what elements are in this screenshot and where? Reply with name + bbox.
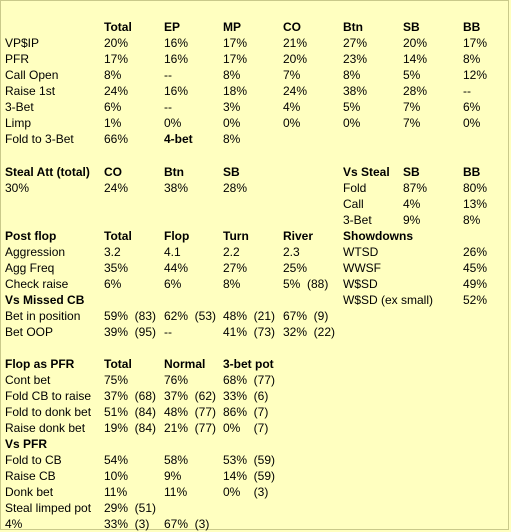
cell: 4% (283, 100, 301, 114)
cell: 0% (3) (223, 485, 269, 499)
col-co: CO (104, 165, 122, 179)
stat-row-cont-bet (1, 372, 508, 388)
row-label: WTSD (343, 245, 379, 259)
cell: 26% (463, 245, 488, 259)
cell: 37% (62) (164, 389, 217, 403)
cell: 49% (463, 277, 488, 291)
stat-row-fold-to-3bet (1, 131, 508, 147)
showdowns-heading: Showdowns (343, 229, 413, 243)
stat-row-last (1, 516, 508, 532)
cell: 51% (84) (104, 405, 157, 419)
col-btn: Btn (164, 165, 184, 179)
cell: 48% (21) (223, 309, 276, 323)
cell: 2.3 (283, 245, 300, 259)
cell: 17% (104, 52, 129, 66)
stat-row-bet-in-position (1, 308, 508, 324)
cell: 0% (223, 116, 241, 130)
col-normal: Normal (164, 357, 206, 371)
col-river: River (283, 229, 314, 243)
cell: 67% (3) (164, 517, 210, 531)
cell: 18% (223, 84, 248, 98)
col-bb: BB (463, 165, 481, 179)
cell: 68% (77) (223, 373, 276, 387)
row-label: Cont bet (5, 373, 51, 387)
row-label: Fold to donk bet (5, 405, 92, 419)
cell: 8% (223, 277, 241, 291)
cell: 17% (463, 36, 488, 50)
row-label: Raise 1st (5, 84, 56, 98)
cell: 24% (104, 84, 129, 98)
cell: 53% (59) (223, 453, 276, 467)
row-label: Aggression (5, 245, 66, 259)
cell: 12% (463, 68, 488, 82)
row-label: PFR (5, 52, 29, 66)
col-ep: EP (164, 20, 181, 34)
col-bb: BB (463, 20, 481, 34)
row-label: Limp (5, 116, 32, 130)
cell: 48% (77) (164, 405, 217, 419)
cell: 27% (223, 261, 248, 275)
cell: 59% (83) (104, 309, 157, 323)
cell: 8% (343, 68, 361, 82)
flop-pfr-header-row (1, 356, 508, 372)
missed-cb-header-row (1, 292, 508, 308)
cell: 20% (283, 52, 308, 66)
stat-row-aggression (1, 244, 508, 260)
cell: 54% (104, 453, 129, 467)
cell: 1% (104, 116, 122, 130)
steal-values-row (1, 180, 508, 196)
stat-row-raise-1st (1, 83, 508, 99)
row-label: WWSF (343, 261, 381, 275)
cell: 24% (104, 181, 129, 195)
col-co: CO (283, 20, 301, 34)
stat-row-limp (1, 115, 508, 131)
cell: 52% (463, 293, 488, 307)
cell: 14% (59) (223, 469, 276, 483)
vs-pfr-heading: Vs PFR (5, 437, 48, 451)
cell: -- (164, 100, 172, 114)
cell: 9% (403, 213, 421, 227)
cell: 14% (403, 52, 428, 66)
cell: 24% (283, 84, 308, 98)
stat-row-fold-to-cb (1, 452, 508, 468)
postflop-heading: Post flop (5, 229, 57, 243)
cell: 66% (104, 132, 129, 146)
vs-steal-row-3bet (1, 212, 508, 228)
missed-cb-heading: Vs Missed CB (5, 293, 85, 307)
stat-row-raise-donk-bet (1, 420, 508, 436)
col-sb: SB (403, 165, 420, 179)
cell: 11% (164, 485, 188, 499)
row-label: W$SD (343, 277, 378, 291)
cell: 5% (343, 100, 361, 114)
cell: 38% (164, 181, 189, 195)
cell: 87% (403, 181, 428, 195)
cell: 29% (51) (104, 501, 157, 515)
cell: 21% (77) (164, 421, 217, 435)
cell: 0% (283, 116, 301, 130)
row-label: 4% (5, 517, 23, 531)
cell: 44% (164, 261, 189, 275)
cell: 16% (164, 84, 189, 98)
row-label: Agg Freq (5, 261, 55, 275)
vs-steal-heading: Vs Steal (343, 165, 390, 179)
cell: 0% (7) (223, 421, 269, 435)
col-total: Total (104, 357, 132, 371)
cell: -- (463, 84, 471, 98)
cell: 62% (53) (164, 309, 217, 323)
cell: 8% (463, 213, 481, 227)
cell: 80% (463, 181, 488, 195)
cell: 58% (164, 453, 189, 467)
col-turn: Turn (223, 229, 249, 243)
preflop-header-row (1, 19, 508, 35)
cell: 38% (343, 84, 368, 98)
row-label: Check raise (5, 277, 69, 291)
steal-att-heading: Steal Att (total) (5, 165, 90, 179)
fourbet-label: 4-bet (164, 132, 193, 146)
cell: 20% (403, 36, 428, 50)
row-label: Bet OOP (5, 325, 54, 339)
cell: 6% (164, 277, 182, 291)
row-label: VP$IP (5, 36, 40, 50)
col-total: Total (104, 229, 132, 243)
cell: 35% (104, 261, 129, 275)
col-flop: Flop (164, 229, 190, 243)
cell: 4.1 (164, 245, 181, 259)
row-label: W$SD (ex small) (343, 293, 434, 307)
cell: 8% (104, 68, 122, 82)
cell: 0% (463, 116, 481, 130)
cell: 5% (403, 68, 421, 82)
row-label: Bet in position (5, 309, 81, 323)
stat-row-donk-bet (1, 484, 508, 500)
row-label: 3-Bet (343, 213, 372, 227)
row-label: Call (343, 197, 364, 211)
cell: 23% (343, 52, 368, 66)
cell: 19% (84) (104, 421, 157, 435)
cell: 7% (283, 68, 301, 82)
row-label: Donk bet (5, 485, 54, 499)
col-btn: Btn (343, 20, 363, 34)
stat-row-agg-freq (1, 260, 508, 276)
cell: 33% (3) (104, 517, 150, 531)
stat-row-pfr (1, 51, 508, 67)
cell: 5% (88) (283, 277, 329, 291)
cell: 17% (223, 52, 248, 66)
cell: 3.2 (104, 245, 121, 259)
cell: 11% (104, 485, 128, 499)
cell: 4% (403, 197, 421, 211)
col-total: Total (104, 20, 132, 34)
cell: 45% (463, 261, 488, 275)
stat-row-fold-cb-to-raise (1, 388, 508, 404)
cell: 6% (104, 100, 122, 114)
cell: 7% (403, 100, 421, 114)
cell: 39% (95) (104, 325, 157, 339)
col-sb: SB (223, 165, 240, 179)
cell: 75% (104, 373, 129, 387)
cell: 76% (164, 373, 189, 387)
cell: 6% (463, 100, 481, 114)
stat-row-bet-oop (1, 324, 508, 340)
cell: 86% (7) (223, 405, 269, 419)
cell: 21% (283, 36, 308, 50)
flop-pfr-heading: Flop as PFR (5, 357, 75, 371)
cell: 9% (164, 469, 182, 483)
cell: 30% (5, 181, 30, 195)
cell: 0% (164, 116, 182, 130)
cell: 8% (223, 68, 241, 82)
cell: 28% (403, 84, 428, 98)
cell: 6% (104, 277, 122, 291)
steal-header-row (1, 164, 508, 180)
cell: 16% (164, 36, 189, 50)
stat-row-fold-to-donk-bet (1, 404, 508, 420)
cell: -- (164, 325, 172, 339)
cell: 28% (223, 181, 248, 195)
cell: 33% (6) (223, 389, 269, 403)
stat-row-raise-cb (1, 468, 508, 484)
cell: 2.2 (223, 245, 240, 259)
row-label: Steal limped pot (5, 501, 92, 515)
row-label: Fold CB to raise (5, 389, 92, 403)
cell: 27% (343, 36, 368, 50)
cell: -- (164, 68, 172, 82)
cell: 16% (164, 52, 189, 66)
cell: 37% (68) (104, 389, 157, 403)
stat-row-steal-limped-pot (1, 500, 508, 516)
col-3bet-pot: 3-bet pot (223, 357, 274, 371)
cell: 20% (104, 36, 129, 50)
postflop-header-row (1, 228, 508, 244)
stat-row-check-raise (1, 276, 508, 292)
stat-row-3bet (1, 99, 508, 115)
row-label: 3-Bet (5, 100, 34, 114)
cell: 3% (223, 100, 241, 114)
cell: 8% (223, 132, 241, 146)
row-label: Raise donk bet (5, 421, 86, 435)
col-mp: MP (223, 20, 241, 34)
cell: 67% (9) (283, 309, 329, 323)
cell: 8% (463, 52, 481, 66)
stat-row-call-open (1, 67, 508, 83)
col-sb: SB (403, 20, 420, 34)
stat-row-vpip (1, 35, 508, 51)
cell: 41% (73) (223, 325, 276, 339)
cell: 0% (343, 116, 361, 130)
cell: 17% (223, 36, 248, 50)
vs-steal-row-call (1, 196, 508, 212)
cell: 25% (283, 261, 308, 275)
row-label: Raise CB (5, 469, 56, 483)
cell: 10% (104, 469, 129, 483)
row-label: Call Open (5, 68, 59, 82)
cell: 13% (463, 197, 488, 211)
cell: 32% (22) (283, 325, 336, 339)
row-label: Fold to CB (5, 453, 62, 467)
row-label: Fold (343, 181, 367, 195)
vs-pfr-header-row (1, 436, 508, 452)
row-label: Fold to 3-Bet (5, 132, 74, 146)
cell: 7% (403, 116, 421, 130)
